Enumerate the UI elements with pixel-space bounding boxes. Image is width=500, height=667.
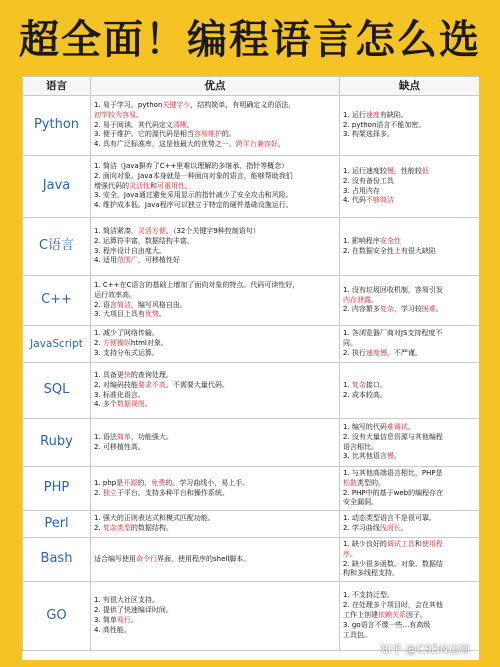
text-segment: ，可移植性好	[137, 256, 180, 265]
text-segment: 。	[435, 305, 443, 314]
text-line	[94, 400, 336, 410]
highlighted-text: 内存泄露	[343, 295, 371, 304]
text-segment: 1. 缺少良好的	[343, 539, 387, 548]
text-line	[343, 443, 476, 453]
language-name: SQL	[23, 363, 91, 419]
text-segment: 2. 没有大量信息资源与其他编程	[343, 432, 443, 441]
language-name: C++	[23, 276, 91, 326]
text-segment: 2. 对编码技能	[94, 380, 138, 389]
highlighted-text: 松散	[343, 478, 357, 487]
pros-cell	[91, 276, 340, 326]
text-segment: html对象。	[130, 339, 168, 348]
text-line	[343, 167, 476, 177]
text-line	[343, 187, 476, 197]
text-line	[94, 191, 336, 201]
pros-cell	[91, 582, 340, 651]
text-segment: 2. 语言	[94, 300, 117, 309]
text-segment: 工作上创建	[343, 611, 378, 620]
text-segment: 1. 各浏览器厂商对JS支持程度不	[343, 329, 443, 338]
cons-cell	[340, 538, 480, 582]
text-segment: 的数据结构。	[130, 524, 173, 532]
text-segment: 1. 简洁紧凑，	[94, 226, 138, 235]
text-line	[94, 256, 336, 266]
text-segment: 4. 高性能。	[94, 625, 131, 634]
text-segment: 3. go语言不像一些...有高级	[343, 620, 431, 629]
text-line	[343, 329, 476, 339]
text-line	[343, 601, 476, 611]
cons-cell	[340, 276, 480, 326]
highlighted-text: 灵活性	[129, 181, 150, 190]
text-segment: ，不严谨。	[386, 348, 422, 357]
text-line	[94, 489, 336, 499]
text-line	[343, 591, 476, 601]
language-name: Python	[23, 96, 91, 156]
text-segment: 3. 大项目上具有	[94, 310, 145, 319]
highlighted-text: 可重用性	[157, 181, 185, 190]
text-segment: 的。	[221, 130, 236, 139]
pros-cell	[91, 511, 340, 538]
highlighted-text: 方便操纵	[102, 339, 131, 348]
highlighted-text: 开源	[123, 478, 138, 487]
text-line	[94, 596, 336, 606]
text-segment: 1. 影响程序	[343, 236, 380, 245]
highlighted-text: 速度	[365, 110, 380, 119]
pros-cell	[91, 363, 340, 419]
pros-cell	[91, 156, 340, 218]
highlighted-text: 速度慢	[365, 348, 387, 357]
text-segment: 3. 占用内存	[343, 186, 380, 195]
highlighted-text: 慢	[386, 166, 394, 175]
text-line	[94, 182, 336, 192]
text-segment: 2. 学习曲线	[343, 524, 380, 532]
text-segment: 接口。	[365, 380, 387, 389]
text-line	[343, 130, 476, 140]
text-line	[94, 606, 336, 616]
text-line	[94, 291, 336, 301]
text-segment: 3. 程序设计自由度大。	[94, 246, 166, 255]
table-row	[23, 276, 480, 326]
comparison-sheet	[22, 76, 479, 660]
text-line	[94, 121, 336, 131]
highlighted-text: 复杂	[351, 380, 366, 389]
text-line	[343, 196, 476, 206]
text-line	[94, 479, 336, 489]
text-segment: 3. 支持分布式运算。	[94, 348, 159, 357]
text-segment: 3. 构架选择多。	[343, 130, 394, 139]
text-line	[94, 162, 336, 172]
text-line	[343, 560, 476, 570]
text-line	[343, 631, 476, 641]
highlighted-text: 慢	[386, 452, 394, 461]
text-segment: 构和多线程支持。	[343, 569, 399, 578]
text-segment: ，学习较	[393, 305, 422, 314]
text-segment: 和	[150, 181, 157, 190]
text-segment: 2.	[94, 488, 103, 497]
table-row	[23, 326, 480, 363]
text-line	[94, 371, 336, 381]
text-line	[94, 626, 336, 636]
text-segment: 2. 成本较高。	[343, 390, 387, 399]
language-name: Java	[23, 156, 91, 218]
text-segment: 3. 简单	[94, 616, 117, 624]
text-line	[94, 616, 336, 626]
highlighted-text: 清晰	[172, 120, 187, 129]
highlighted-text: 调试工具	[386, 539, 415, 548]
text-segment: 运行效率高。	[94, 290, 136, 299]
highlighted-text: 浅而长	[379, 524, 401, 532]
highlighted-text: 跨平台兼容好	[235, 140, 278, 149]
text-segment: ，性能较	[393, 166, 422, 175]
highlighted-text: 困难	[421, 305, 436, 314]
text-segment: 1. 运行速度较	[343, 166, 387, 175]
text-segment: 1. php是	[94, 478, 124, 487]
text-line	[94, 237, 336, 247]
text-line	[94, 130, 336, 140]
cons-cell	[340, 511, 480, 538]
text-segment: 。	[393, 452, 401, 461]
highlighted-text: 简单	[116, 432, 131, 441]
text-line	[343, 121, 476, 131]
text-segment: ，编写风格自由。	[130, 300, 187, 309]
language-name: JavaScript	[23, 326, 91, 363]
table-row	[23, 363, 480, 419]
text-segment: 4. 多个	[94, 400, 117, 409]
text-segment: 2. 面向对象。Java本身就是一种面向对象的语言，能够帮助我们	[94, 171, 293, 180]
text-segment: 2.	[94, 524, 103, 532]
text-line	[94, 381, 336, 391]
text-line	[343, 305, 476, 315]
text-segment: 1. C++在C语言的基础上增加了面向对象的特点。代码可读性好，	[94, 280, 300, 289]
highlighted-text: 低	[421, 166, 429, 175]
highlighted-text: 免费	[151, 478, 166, 487]
cons-cell	[340, 218, 480, 276]
highlighted-text: 命令行	[136, 554, 157, 563]
text-segment: 2. 可移植性高。	[94, 442, 145, 451]
text-segment: 3. 便于维护。它的源代码是相当	[94, 130, 194, 139]
text-line	[94, 247, 336, 257]
text-segment: 1. 易于学习。python	[94, 100, 163, 109]
text-segment: 。	[277, 140, 285, 149]
text-segment: 。	[185, 181, 192, 190]
text-segment: 2. PHP中的基于web的编程存在	[343, 488, 444, 497]
text-segment: 3. 标准化语言。	[94, 390, 145, 399]
text-segment: 2. 缺少很多函数、对象、数据结	[343, 559, 443, 568]
text-segment: 1. 简洁（Java摒弃了C++里难以理解的多继承、指针等概念）	[94, 161, 289, 170]
highlighted-text: 难调试	[386, 422, 408, 431]
pros-cell	[91, 467, 340, 511]
text-line	[343, 489, 476, 499]
text-segment: 同。	[343, 339, 357, 348]
cons-cell	[340, 467, 480, 511]
text-segment: 。	[186, 120, 194, 129]
highlighted-text: 序	[343, 549, 350, 558]
text-line	[94, 443, 336, 453]
language-name: Perl	[23, 511, 91, 538]
pros-cell	[91, 218, 340, 276]
table-row	[23, 511, 480, 538]
text-segment: 语言相比。	[343, 442, 378, 451]
highlighted-text: 要求不高	[137, 380, 166, 389]
text-line	[343, 452, 476, 462]
text-segment: 的查询处理。	[130, 370, 173, 379]
text-line	[343, 524, 476, 534]
text-segment: 2. 运算符丰富，数据结构丰富。	[94, 236, 194, 245]
language-name: Bash	[23, 538, 91, 582]
text-segment: 4. 具有广泛标准库，这是他最大的优势之一。	[94, 140, 236, 149]
text-line	[343, 550, 476, 560]
pros-cell	[91, 538, 340, 582]
cons-cell	[340, 363, 480, 419]
table-row	[23, 467, 480, 511]
highlighted-text: 复杂	[379, 305, 394, 314]
text-segment: 1. 减少了网络传输。	[94, 329, 159, 338]
text-line	[94, 329, 336, 339]
highlighted-text: 复杂类型	[102, 524, 131, 532]
text-segment: 1. 不支持泛型。	[343, 591, 394, 600]
text-segment: 3. 安全。Java通过避免采用显示的指针减少了安全攻击和风险。	[94, 191, 293, 200]
text-line	[343, 469, 476, 479]
text-segment: 1.	[343, 380, 352, 389]
text-line	[343, 423, 476, 433]
highlighted-text: 安全性	[379, 236, 401, 245]
highlighted-text: 依赖关系	[378, 611, 406, 620]
watermark: 知乎 @CSDN迈师	[380, 643, 470, 656]
text-segment: 1. 动态类型语言不是很可靠。	[343, 514, 436, 523]
text-line	[343, 514, 476, 524]
text-segment: 1. 与其他高端语言相比，PHP是	[343, 468, 443, 477]
text-segment: 。	[407, 422, 415, 431]
text-line	[343, 621, 476, 631]
highlighted-text: 易行	[116, 616, 131, 624]
text-line	[343, 339, 476, 349]
cons-cell	[340, 326, 480, 363]
table-header-row	[23, 77, 480, 96]
text-segment: 。	[158, 310, 166, 319]
text-segment: 1. 运行	[343, 110, 366, 119]
text-segment: 类型的。	[357, 478, 385, 487]
highlighted-text: 快	[123, 370, 131, 379]
text-segment: 1. 编写的代码	[343, 422, 387, 431]
text-line	[94, 391, 336, 401]
header-pros: 优点	[91, 77, 340, 96]
text-segment: 2. 在处理多个项目时，会在其他	[343, 601, 443, 610]
text-line	[94, 281, 336, 291]
text-segment: 。	[400, 524, 408, 532]
text-segment: 的。学习曲线小，易上手。	[165, 478, 250, 487]
highlighted-text: 使用程	[421, 539, 443, 548]
text-segment: 适合编写使用	[94, 554, 136, 563]
text-line	[94, 101, 336, 111]
text-segment: 。	[371, 295, 378, 304]
text-line	[343, 349, 476, 359]
text-segment: 界面，使用程序的shell脚本。	[157, 554, 251, 563]
language-name: GO	[23, 582, 91, 651]
text-segment: 。	[136, 110, 143, 119]
text-line	[94, 140, 336, 150]
text-segment: 2. 执行	[343, 348, 366, 357]
text-segment: 1. 具备更	[94, 370, 124, 379]
text-line	[94, 433, 336, 443]
text-segment: 4. 维护成本低。Java程序可以独立于特定的硬件基础设施运行。	[94, 201, 293, 210]
text-line	[343, 611, 476, 621]
cons-cell	[340, 156, 480, 218]
text-line	[94, 555, 336, 565]
highlighted-text: 关键字少	[162, 100, 191, 109]
table-row	[23, 419, 480, 467]
header-cons: 缺点	[340, 77, 480, 96]
highlighted-text: 初学较为容易	[94, 110, 136, 119]
highlighted-text: 不够简洁	[365, 196, 394, 205]
text-segment: 于平台。支持多种平台和操作系统。	[116, 488, 229, 497]
text-segment: 1. 没有垃圾回收机制，容易引发	[343, 285, 443, 294]
text-segment: 2.	[94, 339, 103, 348]
highlighted-text: 优势	[144, 310, 159, 319]
text-segment: 。（32个关键字9种控制语句）	[165, 226, 260, 235]
text-segment: 的，	[137, 478, 152, 487]
header-language: 语言	[23, 77, 91, 96]
cons-cell	[340, 96, 480, 156]
page-title: 超全面！编程语言怎么选	[19, 16, 481, 63]
text-line	[94, 339, 336, 349]
text-line	[343, 498, 476, 508]
text-segment: 和	[414, 539, 422, 548]
text-line	[343, 247, 476, 257]
highlighted-text: 独立	[102, 488, 117, 497]
text-segment: 1. 语法	[94, 432, 117, 441]
text-line	[343, 433, 476, 443]
text-line	[343, 237, 476, 247]
text-segment: ，结构简单，有明确定义的语法，	[190, 100, 296, 109]
text-line	[343, 111, 476, 121]
language-name: PHP	[23, 467, 91, 511]
text-segment: 因子。	[406, 611, 427, 620]
text-segment: 工具包。	[343, 630, 371, 639]
text-line	[343, 391, 476, 401]
table-row	[23, 156, 480, 218]
highlighted-text: 简洁	[116, 300, 131, 309]
text-line	[343, 569, 476, 579]
text-line	[94, 227, 336, 237]
text-line	[94, 349, 336, 359]
pros-cell	[91, 326, 340, 363]
text-segment: 1. 有很大社区支持。	[94, 596, 159, 605]
highlighted-text: 灵活方便	[137, 226, 166, 235]
text-segment: 有缺陷。	[379, 110, 408, 119]
text-segment: 。不需要大量代码。	[165, 380, 229, 389]
highlighted-text: 数据视图	[116, 400, 145, 409]
text-segment: 。	[130, 616, 138, 624]
pros-cell	[91, 419, 340, 467]
highlighted-text: 范围广	[116, 256, 138, 265]
text-segment: 3. 比其他语言	[343, 452, 387, 461]
text-segment: 2. 在数据安全性上有很大缺陷	[343, 246, 436, 255]
text-segment: ，功能强大。	[130, 432, 173, 441]
text-line	[94, 172, 336, 182]
text-segment: 2. python语言不能加密。	[343, 120, 426, 129]
cons-cell	[340, 419, 480, 467]
text-segment: 1. 强大的正则表达式和模式匹配功能。	[94, 514, 215, 523]
text-line	[343, 479, 476, 489]
text-segment: 2. 提供了快速编译时间。	[94, 606, 173, 615]
text-line	[343, 286, 476, 296]
text-segment: 2. 易于阅读。其代码定义	[94, 120, 173, 129]
highlighted-text: 容易维护	[193, 130, 222, 139]
text-line	[343, 177, 476, 187]
text-segment: 4. 适用	[94, 256, 117, 265]
pros-cell	[91, 96, 340, 156]
text-line	[343, 381, 476, 391]
text-line	[343, 540, 476, 550]
text-line	[94, 111, 336, 121]
text-line	[94, 301, 336, 311]
language-comparison-table	[22, 76, 479, 651]
language-name: C语言	[23, 218, 91, 276]
text-segment: 安全漏洞。	[343, 498, 378, 507]
text-line	[94, 524, 336, 534]
text-line	[94, 514, 336, 524]
table-row	[23, 96, 480, 156]
text-line	[94, 201, 336, 211]
text-segment: 4. 代码	[343, 196, 366, 205]
text-line	[343, 296, 476, 306]
text-segment: 。	[350, 549, 357, 558]
text-segment: 增强代码的	[94, 181, 129, 190]
table-row	[23, 218, 480, 276]
language-name: Ruby	[23, 419, 91, 467]
text-segment: 。	[144, 400, 152, 409]
text-segment: 2. 没有备份工具	[343, 176, 394, 185]
table-row	[23, 538, 480, 582]
text-segment: 2. 内容繁多	[343, 305, 380, 314]
text-line	[94, 310, 336, 320]
